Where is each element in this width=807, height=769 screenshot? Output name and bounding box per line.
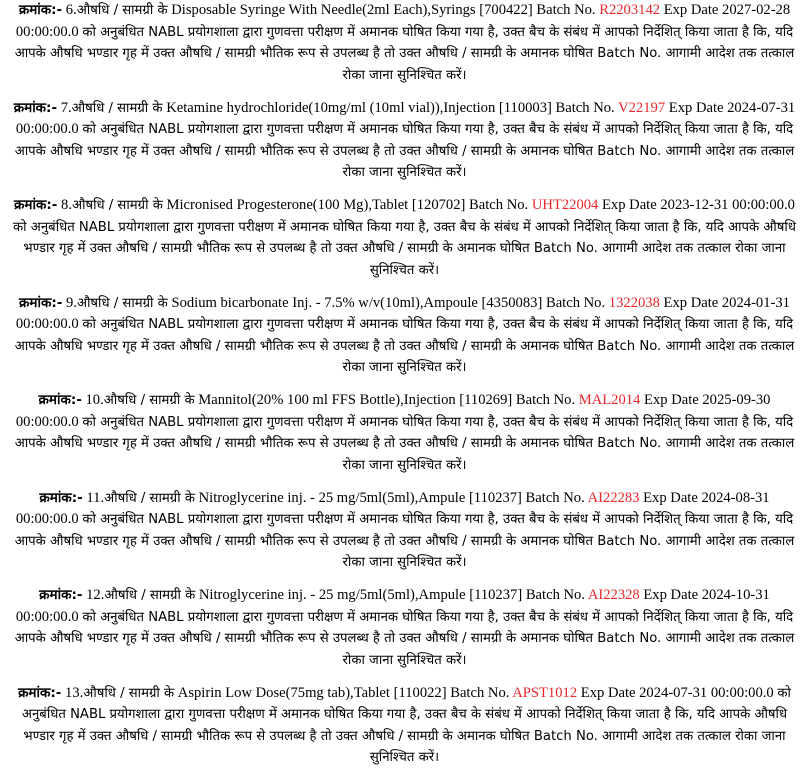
batch-number: UHT22004 (531, 197, 599, 213)
expiry-date: Exp Date 2024-07-31 00:00:00.0 (580, 684, 774, 701)
expiry-date: Exp Date 2023-12-31 00:00:00.0 (602, 197, 795, 213)
serial-label: क्रमांक:- (39, 587, 83, 603)
expiry-date: Exp Date 2024-01-31 00:00:00.0 (15, 294, 790, 332)
serial-number: 8. (61, 197, 72, 213)
serial-label: क्रमांक:- (18, 2, 63, 18)
notice-body: को अनुबंधित NABL प्रयोगशाला द्वारा गुणवत्ता परीक्षण में अमानक घोषित किया गया है, उक्त बैच के संबंध में आपको निर्देशित् किया जाता है कि, यदि आपके औषधि भण्डार गृह में उक्त औषधि / सामग्री भौतिक रूप से उपलब्ध है तो उक्त औषधि / सामग्री के अमानक घोषित Batch No. आगामी आदेश तक तत्काल रोका जाना सुनिश्चित करें। (14, 317, 795, 375)
product-description: Disposable Syringe With Needle(2ml Each),Syrings [700422] Batch No. (171, 2, 596, 18)
product-description: Nitroglycerine inj. - 25 mg/5ml(5ml),Ampule [110237] Batch No. (198, 587, 585, 603)
product-description: Sodium bicarbonate Inj. - 7.5% w/v(10ml),Ampoule [4350083] Batch No. (171, 294, 606, 311)
item-prefix: औषधि / सामग्री के (104, 588, 196, 603)
batch-number: AI22328 (587, 587, 640, 603)
notice-entry-13 (10, 683, 799, 769)
notice-body: को अनुबंधित NABL प्रयोगशाला द्वारा गुणवत्ता परीक्षण में अमानक घोषित किया गया है, उक्त बैच के संबंध में आपको निर्देशित् किया जाता है कि, यदि आपके औषधि भण्डार गृह में उक्त औषधि / सामग्री भौतिक रूप से उपलब्ध है तो उक्त औषधि / सामग्री के अमानक घोषित Batch No. आगामी आदेश तक तत्काल रोका जाना सुनिश्चित करें। (14, 24, 795, 83)
notice-body: को अनुबंधित NABL प्रयोगशाला द्वारा गुणवत्ता परीक्षण में अमानक घोषित किया गया है, उक्त बैच के संबंध में आपको निर्देशित् किया जाता है कि, यदि आपके औषधि भण्डार गृह में उक्त औषधि / सामग्री भौतिक रूप से उपलब्ध है तो उक्त औषधि / सामग्री के अमानक घोषित Batch No. आगामी आदेश तक तत्काल रोका जाना सुनिश्चित करें। (14, 414, 795, 473)
serial-label: क्रमांक:- (39, 489, 83, 506)
serial-number: 13. (65, 684, 84, 701)
batch-number: MAL2014 (578, 392, 641, 408)
notice-body: को अनुबंधित NABL प्रयोगशाला द्वारा गुणवत्ता परीक्षण में अमानक घोषित किया गया है, उक्त बैच के संबंध में आपको निर्देशित् किया जाता है कि, यदि आपके औषधि भण्डार गृह में उक्त औषधि / सामग्री भौतिक रूप से उपलब्ध है तो उक्त औषधि / सामग्री के अमानक घोषित Batch No. आगामी आदेश तक तत्काल रोका जाना सुनिश्चित करें। (21, 685, 791, 765)
notice-entry-9 (10, 293, 799, 379)
serial-number: 11. (86, 489, 105, 506)
expiry-date: Exp Date 2024-07-31 00:00:00.0 (15, 99, 796, 137)
product-description: Ketamine hydrochloride(10mg/ml (10ml vial)),Injection [110003] Batch No. (166, 99, 615, 116)
batch-number: R2203142 (599, 2, 661, 18)
notice-body: को अनुबंधित NABL प्रयोगशाला द्वारा गुणवत्ता परीक्षण में अमानक घोषित किया गया है, उक्त बैच के संबंध में आपको निर्देशित् किया जाता है कि, यदि आपके औषधि भण्डार गृह में उक्त औषधि / सामग्री भौतिक रूप से उपलब्ध है तो उक्त औषधि / सामग्री के अमानक घोषित Batch No. आगामी आदेश तक तत्काल रोका जाना सुनिश्चित करें। (14, 609, 795, 668)
product-description: Aspirin Low Dose(75mg tab),Tablet [110022] Batch No. (177, 684, 510, 701)
expiry-date: Exp Date 2025-09-30 00:00:00.0 (15, 392, 771, 430)
expiry-date: Exp Date 2024-10-31 00:00:00.0 (15, 587, 770, 625)
serial-label: क्रमांक:- (13, 99, 58, 116)
serial-label: क्रमांक:- (19, 294, 63, 311)
serial-label: क्रमांक:- (18, 684, 62, 701)
notice-body: को अनुबंधित NABL प्रयोगशाला द्वारा गुणवत्ता परीक्षण में अमानक घोषित किया गया है, उक्त बैच के संबंध में आपको निर्देशित् किया जाता है कि, यदि आपके औषधि भण्डार गृह में उक्त औषधि / सामग्री भौतिक रूप से उपलब्ध है तो उक्त औषधि / सामग्री के अमानक घोषित Batch No. आगामी आदेश तक तत्काल रोका जाना सुनिश्चित करें। (13, 219, 796, 278)
batch-number: 1322038 (608, 294, 660, 311)
product-description: Nitroglycerine inj. - 25 mg/5ml(5ml),Ampule [110237] Batch No. (198, 489, 585, 506)
item-prefix: औषधि / सामग्री के (83, 685, 175, 701)
serial-number: 10. (85, 392, 104, 408)
notice-entry-11 (10, 488, 799, 574)
serial-label: क्रमांक:- (14, 197, 58, 213)
expiry-date: Exp Date 2027-02-28 00:00:00.0 (15, 2, 791, 40)
notice-entry-10 (10, 390, 799, 476)
item-prefix: औषधि / सामग्री के (76, 295, 168, 311)
expiry-date: Exp Date 2024-08-31 00:00:00.0 (15, 489, 770, 527)
batch-number: AI22283 (587, 489, 640, 506)
serial-number: 9. (65, 294, 77, 311)
serial-number: 7. (60, 99, 72, 116)
item-prefix: औषधि / सामग्री के (104, 490, 195, 506)
product-description: Micronised Progesterone(100 Mg),Tablet [120702] Batch No. (166, 197, 529, 213)
notice-body: को अनुबंधित NABL प्रयोगशाला द्वारा गुणवत्ता परीक्षण में अमानक घोषित किया गया है, उक्त बैच के संबंध में आपको निर्देशित् किया जाता है कि, यदि आपके औषधि भण्डार गृह में उक्त औषधि / सामग्री भौतिक रूप से उपलब्ध है तो उक्त औषधि / सामग्री के अमानक घोषित Batch No. आगामी आदेश तक तत्काल रोका जाना सुनिश्चित करें। (14, 512, 795, 570)
serial-label: क्रमांक:- (38, 392, 82, 408)
notice-entry-6 (10, 0, 799, 86)
item-prefix: औषधि / सामग्री के (76, 3, 168, 18)
serial-number: 6. (65, 2, 77, 18)
batch-number: V22197 (618, 99, 666, 116)
notice-entry-8 (10, 195, 799, 281)
product-description: Mannitol(20% 100 ml FFS Bottle),Injection [110269] Batch No. (198, 392, 576, 408)
notice-body: को अनुबंधित NABL प्रयोगशाला द्वारा गुणवत्ता परीक्षण में अमानक घोषित किया गया है, उक्त बैच के संबंध में आपको निर्देशित् किया जाता है कि, यदि आपके औषधि भण्डार गृह में उक्त औषधि / सामग्री भौतिक रूप से उपलब्ध है तो उक्त औषधि / सामग्री के अमानक घोषित Batch No. आगामी आदेश तक तत्काल रोका जाना सुनिश्चित करें। (14, 122, 795, 180)
serial-number: 12. (86, 587, 105, 603)
item-prefix: औषधि / सामग्री के (71, 100, 163, 116)
batch-number: APST1012 (512, 684, 578, 701)
notice-entry-7 (10, 98, 799, 184)
item-prefix: औषधि / सामग्री के (103, 393, 195, 408)
item-prefix: औषधि / सामग्री के (71, 198, 163, 213)
notice-entry-12 (10, 585, 799, 671)
